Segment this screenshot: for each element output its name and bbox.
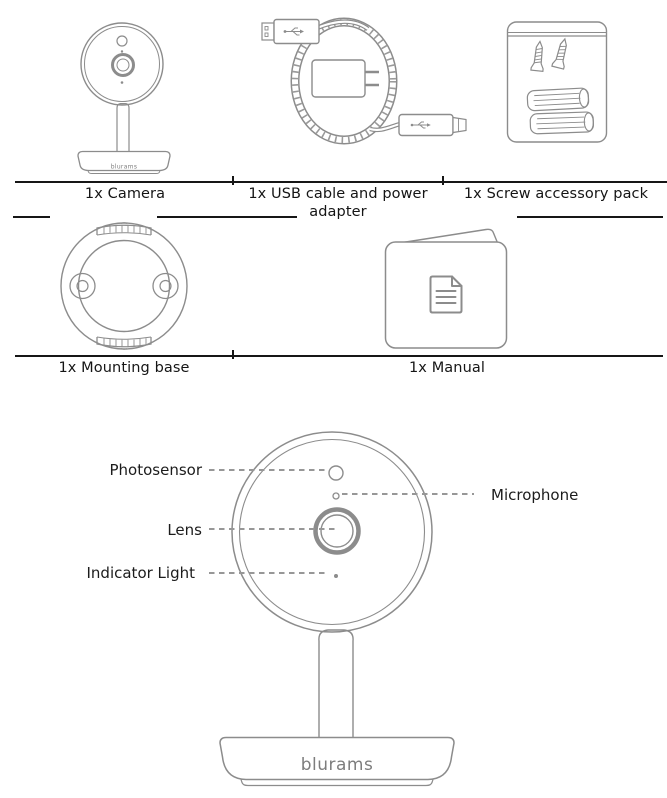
leader-line-indicator-light xyxy=(209,572,328,574)
table-divider-tick xyxy=(232,350,234,359)
callout-indicator-light: Indicator Light xyxy=(86,564,195,582)
table-divider-tick xyxy=(232,176,234,185)
usb-cable-adapter-illustration xyxy=(255,8,480,148)
leader-line-photosensor xyxy=(209,469,327,471)
label-camera: 1x Camera xyxy=(84,186,166,202)
mounting-base-illustration xyxy=(55,220,195,356)
microphone-mark xyxy=(333,493,339,499)
brand-logo-small: blurams xyxy=(110,163,138,171)
label-manual: 1x Manual xyxy=(408,360,485,376)
label-usb-cable: 1x USB cable and power adapter xyxy=(248,186,428,220)
label-screw-pack: 1x Screw accessory pack xyxy=(463,186,649,202)
indicator-light-mark xyxy=(334,574,338,578)
table-rule-segment xyxy=(13,216,50,218)
screw-pack-illustration xyxy=(505,15,610,150)
photosensor-mark xyxy=(329,466,343,480)
document-icon xyxy=(431,277,462,313)
brand-logo-large: blurams xyxy=(300,755,374,775)
table-rule-segment xyxy=(517,216,663,218)
manual-illustration xyxy=(380,218,515,353)
callout-lens: Lens xyxy=(167,521,202,539)
camera-illustration xyxy=(67,15,182,180)
table-divider-tick xyxy=(442,176,444,185)
callout-photosensor: Photosensor xyxy=(109,461,202,479)
table-rule-bottom xyxy=(15,355,663,357)
lens-mark xyxy=(316,510,359,553)
table-rule-top xyxy=(15,181,667,183)
leader-line-lens xyxy=(209,528,336,530)
camera-front-diagram xyxy=(210,425,465,797)
label-mounting-base: 1x Mounting base xyxy=(58,360,190,376)
callout-microphone: Microphone xyxy=(491,486,579,504)
table-rule-segment xyxy=(157,216,297,218)
leader-line-microphone xyxy=(342,493,474,495)
